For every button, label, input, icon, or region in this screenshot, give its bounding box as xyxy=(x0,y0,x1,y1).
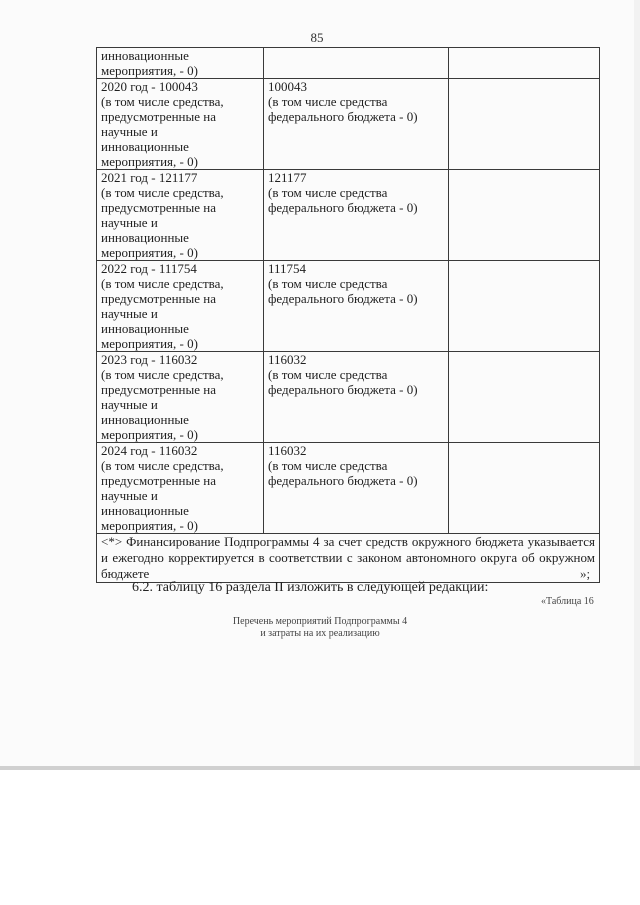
cell-text-line: предусмотренные на xyxy=(101,291,217,306)
cell-text-line: предусмотренные на xyxy=(101,200,217,215)
cell-text-line: инновационные xyxy=(101,321,189,336)
table-cell-col1 xyxy=(97,48,264,79)
cell-text-line: научные и xyxy=(101,124,158,139)
closing-quote: »; xyxy=(580,566,591,581)
cell-text-line: (в том числе средства, xyxy=(101,276,224,291)
table-cell-col1 xyxy=(97,352,264,443)
cell-text-line: (в том числе средства, xyxy=(101,185,224,200)
cell-text-line: научные и xyxy=(101,397,158,412)
table-row xyxy=(97,261,600,352)
cell-text-line: мероприятия, - 0) xyxy=(101,336,198,351)
cell-text-line: 111754 xyxy=(268,261,307,276)
cell-text-line: (в том числе средства xyxy=(268,458,388,473)
table-cell-col2 xyxy=(264,170,449,261)
table-row xyxy=(97,170,600,261)
cell-text-line: инновационные xyxy=(101,48,189,63)
cell-text-line: 2022 год - 111754 xyxy=(101,261,197,276)
cell-text-line: мероприятия, - 0) xyxy=(101,245,198,260)
cell-text-line: 121177 xyxy=(268,170,307,185)
financing-table xyxy=(96,47,600,583)
cell-text-line: федерального бюджета - 0) xyxy=(268,109,418,124)
caption-line-2: и затраты на их реализацию xyxy=(260,628,380,639)
cell-text-line: научные и xyxy=(101,488,158,503)
cell-text-line: (в том числе средства xyxy=(268,94,388,109)
table-cell-col3 xyxy=(449,443,600,534)
table-row xyxy=(97,48,600,79)
cell-text-line: (в том числе средства, xyxy=(101,458,224,473)
cell-text-line: мероприятия, - 0) xyxy=(101,427,198,442)
cell-text-line: федерального бюджета - 0) xyxy=(268,473,418,488)
table-cell-col1 xyxy=(97,79,264,170)
cell-text-line: инновационные xyxy=(101,230,189,245)
cell-text-line: научные и xyxy=(101,215,158,230)
cell-text-line: мероприятия, - 0) xyxy=(101,518,198,533)
table-footnote-row xyxy=(97,534,600,583)
table-cell-col2 xyxy=(264,79,449,170)
table-cell-col3 xyxy=(449,79,600,170)
table-cell-col3 xyxy=(449,48,600,79)
table-cell-col1 xyxy=(97,261,264,352)
cell-text-line: 2021 год - 121177 xyxy=(101,170,198,185)
table-row xyxy=(97,443,600,534)
table-cell-col2 xyxy=(264,261,449,352)
table-cell-col2 xyxy=(264,48,449,79)
cell-text-line: (в том числе средства xyxy=(268,367,388,382)
cell-text-line: (в том числе средства xyxy=(268,185,388,200)
cell-text-line: 2020 год - 100043 xyxy=(101,79,198,94)
table-cell-col1 xyxy=(97,443,264,534)
table-label: «Таблица 16 xyxy=(541,596,594,607)
table-cell-col3 xyxy=(449,352,600,443)
caption-line-1: Перечень мероприятий Подпрограммы 4 xyxy=(232,616,408,627)
cell-text-line: (в том числе средства, xyxy=(101,367,224,382)
table-row xyxy=(97,352,600,443)
table-cell-col2 xyxy=(264,352,449,443)
instruction-text: 6.2. таблицу 16 раздела II изложить в следующей редакции: xyxy=(132,580,489,595)
cell-text-line: инновационные xyxy=(101,139,189,154)
cell-text-line: предусмотренные на xyxy=(101,473,217,488)
cell-text-line: предусмотренные на xyxy=(101,382,217,397)
cell-text-line: 2023 год - 116032 xyxy=(101,352,198,367)
page-number: 85 xyxy=(310,30,324,45)
cell-text-line: 2024 год - 116032 xyxy=(101,443,198,458)
cell-text-line: мероприятия, - 0) xyxy=(101,63,198,78)
cell-text-line: 116032 xyxy=(268,443,307,458)
cell-text-line: 100043 xyxy=(268,79,307,94)
table-footnote: <*> Финансирование Подпрограммы 4 за счет средств окружного бюджета указывается и ежегодно корректируется в соответствии с законом автономного округа об окружном бюджете xyxy=(97,534,600,583)
financing-table-body xyxy=(97,48,600,583)
cell-text-line: федерального бюджета - 0) xyxy=(268,291,418,306)
table-row xyxy=(97,79,600,170)
cell-text-line: (в том числе средства xyxy=(268,276,388,291)
table-cell-col2 xyxy=(264,443,449,534)
cell-text-line: инновационные xyxy=(101,503,189,518)
cell-text-line: федерального бюджета - 0) xyxy=(268,200,418,215)
cell-text-line: (в том числе средства, xyxy=(101,94,224,109)
cell-text-line: научные и xyxy=(101,306,158,321)
table-cell-col1 xyxy=(97,170,264,261)
cell-text-line: предусмотренные на xyxy=(101,109,217,124)
table-cell-col3 xyxy=(449,170,600,261)
cell-text-line: 116032 xyxy=(268,352,307,367)
table-cell-col3 xyxy=(449,261,600,352)
cell-text-line: инновационные xyxy=(101,412,189,427)
cell-text-line: мероприятия, - 0) xyxy=(101,154,198,169)
cell-text-line: федерального бюджета - 0) xyxy=(268,382,418,397)
